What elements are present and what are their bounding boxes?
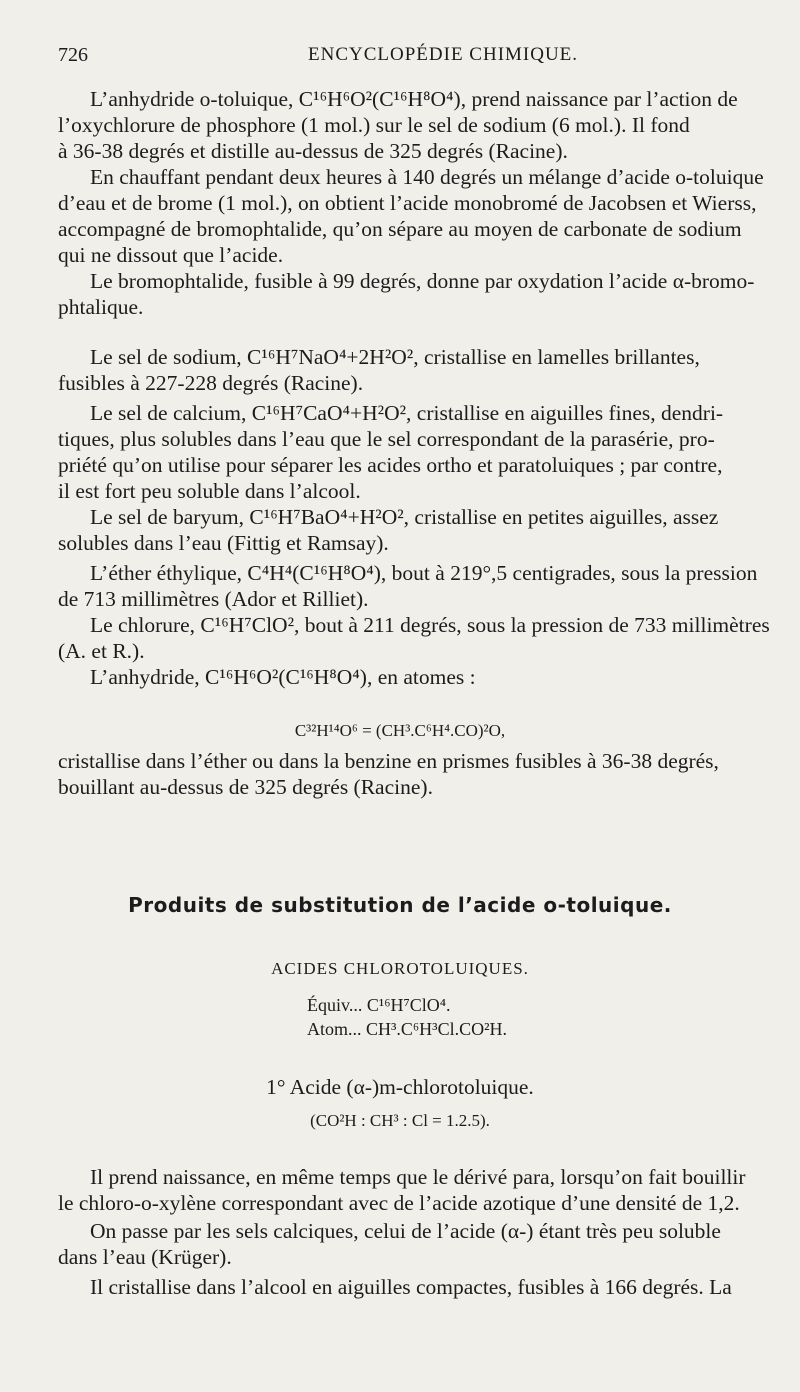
text-line: (A. et R.). [58, 639, 145, 663]
text-line: accompagné de bromophtalide, qu’on sépare au moyen de carbonate de sodium [58, 217, 742, 241]
section-title: Produits de substitution de l’acide o-toluique. [128, 893, 672, 917]
text-line: dans l’eau (Krüger). [58, 1245, 232, 1269]
compound-title: 1° Acide (α-)m-chlorotoluique. [266, 1075, 534, 1099]
text-line: fusibles à 227-228 degrés (Racine). [58, 371, 364, 395]
text-line: solubles dans l’eau (Fittig et Ramsay). [58, 531, 389, 555]
text-line: de 713 millimètres (Ador et Rilliet). [58, 587, 369, 611]
text-line: L’éther éthylique, C⁴H⁴(C¹⁶H⁸O⁴), bout à 219°,5 centigrades, sous la pression [90, 561, 758, 585]
text-line: d’eau et de brome (1 mol.), on obtient l’acide monobromé de Jacobsen et Wierss, [58, 191, 757, 215]
text-line: qui ne dissout que l’acide. [58, 243, 284, 267]
text-line: On passe par les sels calciques, celui de l’acide (α-) étant très peu soluble [90, 1219, 721, 1243]
text-line: à 36-38 degrés et distille au-dessus de 325 degrés (Racine). [58, 139, 568, 163]
text-line: En chauffant pendant deux heures à 140 degrés un mélange d’acide o-toluique [90, 165, 764, 189]
text-line: Le sel de calcium, C¹⁶H⁷CaO⁴+H²O², cristallise en aiguilles fines, dendri- [90, 401, 724, 425]
text-line: le chloro-o-xylène correspondant avec de l’acide azotique d’une densité de 1,2. [58, 1191, 740, 1215]
text-line: phtalique. [58, 295, 144, 319]
formula-equiv: Équiv... C¹⁶H⁷ClO⁴. [307, 995, 451, 1015]
text-line: Le sel de sodium, C¹⁶H⁷NaO⁴+2H²O², cristallise en lamelles brillantes, [90, 345, 700, 369]
text-line: tiques, plus solubles dans l’eau que le sel correspondant de la parasérie, pro- [58, 427, 715, 451]
text-line: priété qu’on utilise pour séparer les acides ortho et paratoluiques ; par contre, [58, 453, 723, 477]
compound-formula: (CO²H : CH³ : Cl = 1.2.5). [310, 1111, 490, 1130]
text-line: L’anhydride o-toluique, C¹⁶H⁶O²(C¹⁶H⁸O⁴), prend naissance par l’action de [90, 87, 738, 111]
formula-atom: Atom... CH³.C⁶H³Cl.CO²H. [307, 1019, 507, 1039]
text-line: L’anhydride, C¹⁶H⁶O²(C¹⁶H⁸O⁴), en atomes : [90, 665, 476, 689]
text-line: il est fort peu soluble dans l’alcool. [58, 479, 361, 503]
subsection-title: ACIDES CHLOROTOLUIQUES. [271, 959, 529, 978]
text-line: bouillant au-dessus de 325 degrés (Racine). [58, 775, 433, 799]
running-title: ENCYCLOPÉDIE CHIMIQUE. [308, 44, 579, 65]
text-line: Le sel de baryum, C¹⁶H⁷BaO⁴+H²O², cristallise en petites aiguilles, assez [90, 505, 719, 529]
text-line: Le bromophtalide, fusible à 99 degrés, donne par oxydation l’acide α-bromo- [90, 269, 755, 293]
text-line: l’oxychlorure de phosphore (1 mol.) sur le sel de sodium (6 mol.). Il fond [58, 113, 690, 137]
page-number: 726 [58, 44, 88, 66]
text-line: Le chlorure, C¹⁶H⁷ClO², bout à 211 degrés, sous la pression de 733 millimètres [90, 613, 770, 637]
text-line: Il prend naissance, en même temps que le dérivé para, lorsqu’on fait bouillir [90, 1165, 746, 1189]
text-line: cristallise dans l’éther ou dans la benzine en prismes fusibles à 36-38 degrés, [58, 749, 719, 773]
formula-line: C³²H¹⁴O⁶ = (CH³.C⁶H⁴.CO)²O, [294, 721, 506, 740]
text-line: Il cristallise dans l’alcool en aiguilles compactes, fusibles à 166 degrés. La [90, 1275, 732, 1299]
page-header [58, 44, 760, 72]
